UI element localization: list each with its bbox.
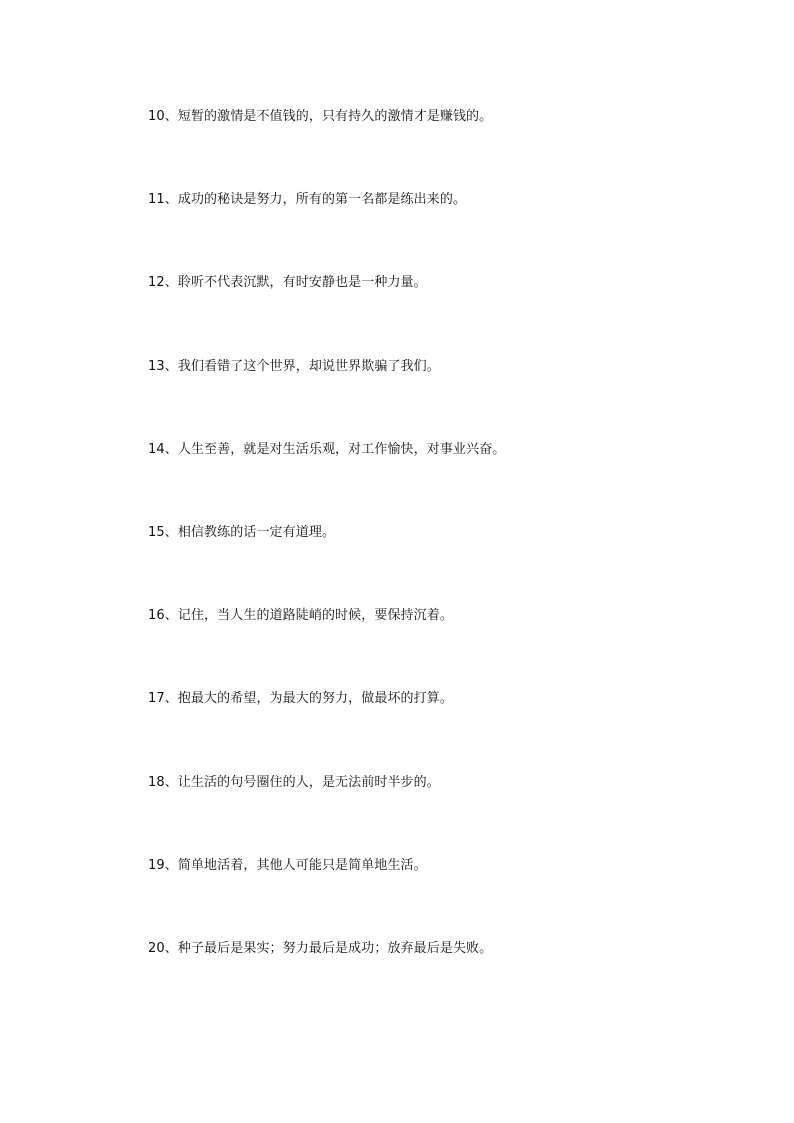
item-text: 记住，当人生的道路陡峭的时候，要保持沉着。 <box>177 608 453 623</box>
item-text: 我们看错了这个世界，却说世界欺骗了我们。 <box>177 359 440 374</box>
item-number: 13、 <box>148 359 178 374</box>
item-number: 14、 <box>148 442 178 457</box>
list-item <box>148 607 708 625</box>
list-item <box>148 524 708 542</box>
item-text: 种子最后是果实；努力最后是成功；放弃最后是失败。 <box>177 941 493 956</box>
list-item <box>148 940 708 958</box>
item-number: 10、 <box>148 109 178 124</box>
list-item <box>148 857 708 875</box>
list-item <box>148 108 708 126</box>
item-text: 抱最大的希望，为最大的努力，做最坏的打算。 <box>177 691 453 706</box>
item-text: 聆听不代表沉默，有时安静也是一种力量。 <box>177 275 427 290</box>
item-number: 17、 <box>148 691 178 706</box>
item-text: 相信教练的话一定有道理。 <box>177 525 336 540</box>
list-item <box>148 774 708 792</box>
item-number: 16、 <box>148 608 178 623</box>
item-number: 11、 <box>148 192 178 207</box>
item-number: 15、 <box>148 525 178 540</box>
item-text: 简单地活着，其他人可能只是简单地生活。 <box>177 858 427 873</box>
list-item <box>148 690 708 708</box>
list-item <box>148 358 708 376</box>
item-number: 18、 <box>148 775 178 790</box>
item-text: 人生至善，就是对生活乐观，对工作愉快，对事业兴奋。 <box>177 442 506 457</box>
item-number: 19、 <box>148 858 178 873</box>
list-item <box>148 191 708 209</box>
item-number: 20、 <box>148 941 178 956</box>
item-number: 12、 <box>148 275 178 290</box>
item-text: 让生活的句号圈住的人，是无法前时半步的。 <box>177 775 440 790</box>
list-item <box>148 441 708 459</box>
list-item <box>148 274 708 292</box>
item-text: 成功的秘诀是努力，所有的第一名都是练出来的。 <box>177 192 467 207</box>
item-text: 短暂的激情是不值钱的，只有持久的激情才是赚钱的。 <box>177 109 493 124</box>
